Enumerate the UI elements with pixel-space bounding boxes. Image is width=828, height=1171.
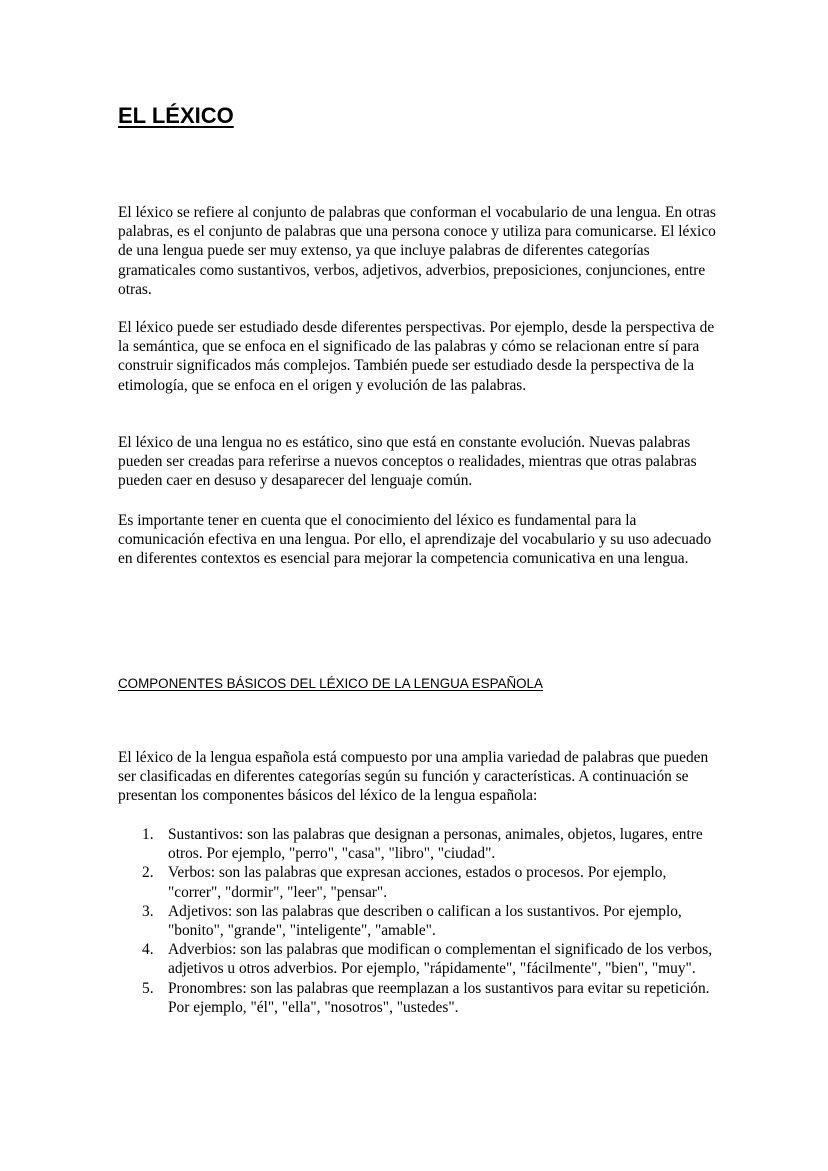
list-item-text: Adjetivos: son las palabras que describen o califican a los sustantivos. Por ejemplo, "bonito", "grande", "inteligente", "amable". xyxy=(168,902,682,940)
list-item xyxy=(142,940,713,978)
list-item-text: Adverbios: son las palabras que modifican o complementan el significado de los verbos, adjetivos u otros adverbios. Por ejemplo, "rápidamente", "fácilmente", "bien", "muy". xyxy=(168,941,713,978)
list-item-text: Pronombres: son las palabras que reemplazan a los sustantivos para evitar su repetición. Por ejemplo, "él", "ella", "nosotros", "ustedes". xyxy=(168,979,710,1016)
list-item-text: Verbos: son las palabras que expresan acciones, estados o procesos. Por ejemplo, "correr", "dormir", "leer", "pensar". xyxy=(168,864,667,901)
components-list xyxy=(142,825,713,1017)
list-item-number: 5. xyxy=(142,979,154,997)
list-item-number: 2. xyxy=(142,864,154,882)
list-item-number: 4. xyxy=(142,941,154,959)
section-title: COMPONENTES BÁSICOS DEL LÉXICO DE LA LENGUA ESPAÑOLA xyxy=(118,676,543,691)
list-item-text: Sustantivos: son las palabras que designan a personas, animales, objetos, lugares, entre otros. Por ejemplo, "perro", "casa", "libro", "ciudad". xyxy=(168,826,703,863)
paragraph-perspectives: El léxico puede ser estudiado desde diferentes perspectivas. Por ejemplo, desde la perspectiva de la semántica, que se enfoca en el significado de las palabras y cómo se relacionan entre sí para construir significados más complejos. También puede ser estudiado desde la perspectiva de la etimología, que se enfoca en el origen y evolución de las palabras. xyxy=(118,319,715,394)
paragraph-definition: El léxico se refiere al conjunto de palabras que conforman el vocabulario de una lengua. En otras palabras, es el conjunto de palabras que una persona conoce y utiliza para comunicarse. El léxico de una lengua puede ser muy extenso, ya que incluye palabras de diferentes categorías gramaticales como sustantivos, verbos, adjetivos, adverbios, preposiciones, conjunciones, entre otras. xyxy=(118,204,716,298)
document-title: EL LÉXICO xyxy=(118,103,234,128)
list-item-number: 3. xyxy=(142,902,154,920)
list-item xyxy=(142,863,713,901)
list-item xyxy=(142,979,713,1017)
paragraph-importance: Es importante tener en cuenta que el conocimiento del léxico es fundamental para la comunicación efectiva en una lengua. Por ello, el aprendizaje del vocabulario y su uso adecuado en diferentes contextos es esencial para mejorar la competencia comunicativa en una lengua. xyxy=(118,512,712,568)
paragraph-evolution: El léxico de una lengua no es estático, sino que está en constante evolución. Nuevas palabras pueden ser creadas para referirse a nuevos conceptos o realidades, mientras que otras palabras pueden caer en desuso y desaparecer del lenguaje común. xyxy=(118,434,697,490)
section-intro: El léxico de la lengua española está compuesto por una amplia variedad de palabras que pueden ser clasificadas en diferentes categorías según su función y características. A continuación se presentan los componentes básicos del léxico de la lengua española: xyxy=(118,749,709,805)
list-item-number: 1. xyxy=(142,826,154,843)
list-item xyxy=(142,902,713,940)
list-item xyxy=(142,825,713,863)
